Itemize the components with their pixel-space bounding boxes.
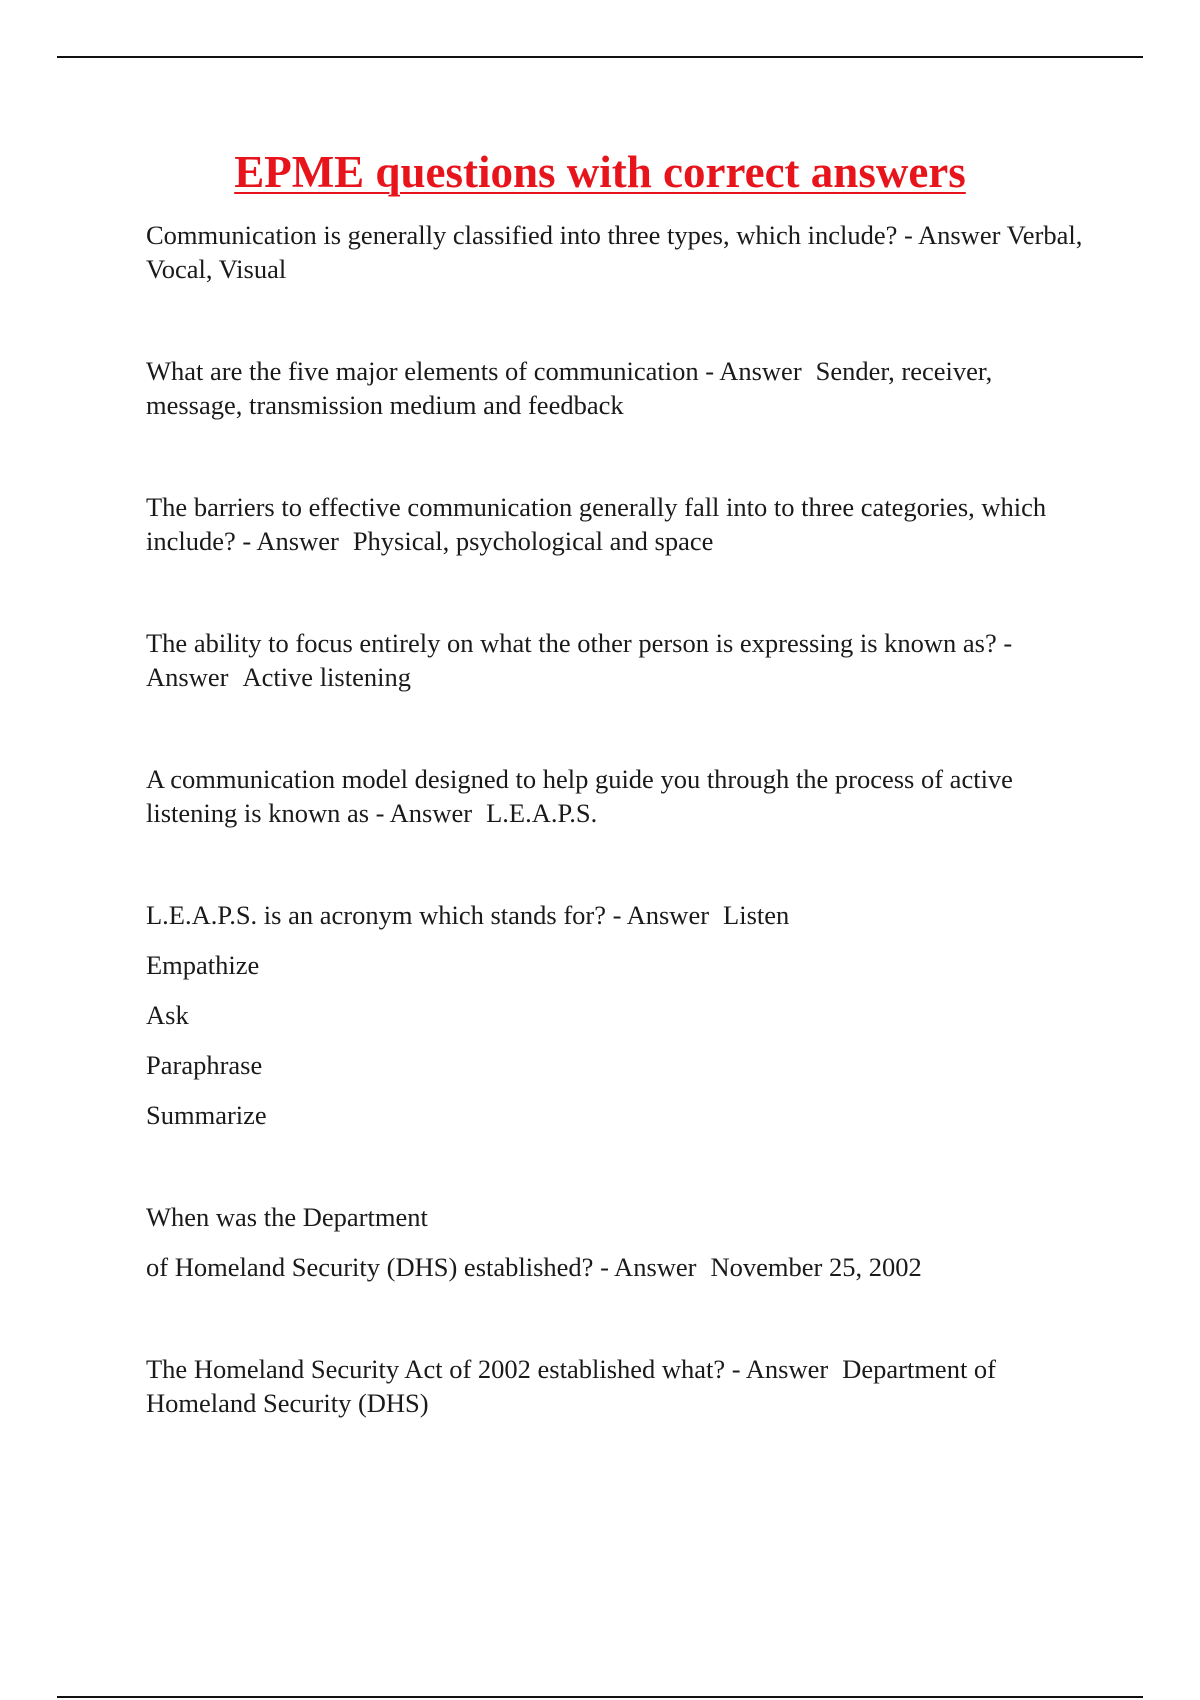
qa-item [146,898,1086,1132]
footer-rule [57,1696,1143,1698]
qa-text [146,490,1086,558]
qa-item [146,354,1086,422]
question-text: The ability to focus entirely on what the other person is expressing is known as? - Answer [146,628,1013,692]
document-body [146,218,1086,1420]
qa-text [146,762,1086,830]
answer-text: L.E.A.P.S. [486,798,598,828]
answer-line: Empathize [146,950,260,980]
answer-line: Ask [146,1000,189,1030]
question-text: When was the Department [146,1202,428,1232]
qa-text [146,626,1086,694]
qa-text [146,354,1086,422]
question-text: Communication is generally classified into three types, which include? - Answer [146,220,1001,250]
qa-item [146,1200,1086,1284]
question-text: A communication model designed to help guide you through the process of active listening is known as - Answer [146,764,1013,828]
question-text: What are the five major elements of communication - Answer [146,356,802,386]
answer-text: Physical, psychological and space [352,526,714,556]
qa-item [146,626,1086,694]
qa-text [146,1352,1086,1420]
answer-text: Department of Homeland Security (DHS) [146,1354,997,1418]
qa-item [146,490,1086,558]
header-rule [57,56,1143,58]
qa-text [146,898,1086,932]
qa-text [146,1250,1086,1284]
qa-item [146,762,1086,830]
answer-text: Sender, receiver, message, transmission medium and feedback [146,356,993,420]
qa-item [146,1352,1086,1420]
answer-text: Listen [723,900,790,930]
answer-text: Active listening [242,662,411,692]
question-text: L.E.A.P.S. is an acronym which stands for? - Answer [146,900,710,930]
document-title: EPME questions with correct answers [234,147,966,197]
answer-line: Paraphrase [146,1050,263,1080]
question-text: of Homeland Security (DHS) established? - Answer [146,1252,697,1282]
question-text: The barriers to effective communication generally fall into to three categories, which include? - Answer [146,492,1047,556]
answer-text: Verbal, Vocal, Visual [146,220,1083,284]
qa-item [146,218,1086,286]
question-text: The Homeland Security Act of 2002 established what? - Answer [146,1354,829,1384]
qa-text [146,218,1086,286]
answer-text: November 25, 2002 [710,1252,922,1282]
answer-line: Summarize [146,1100,267,1130]
